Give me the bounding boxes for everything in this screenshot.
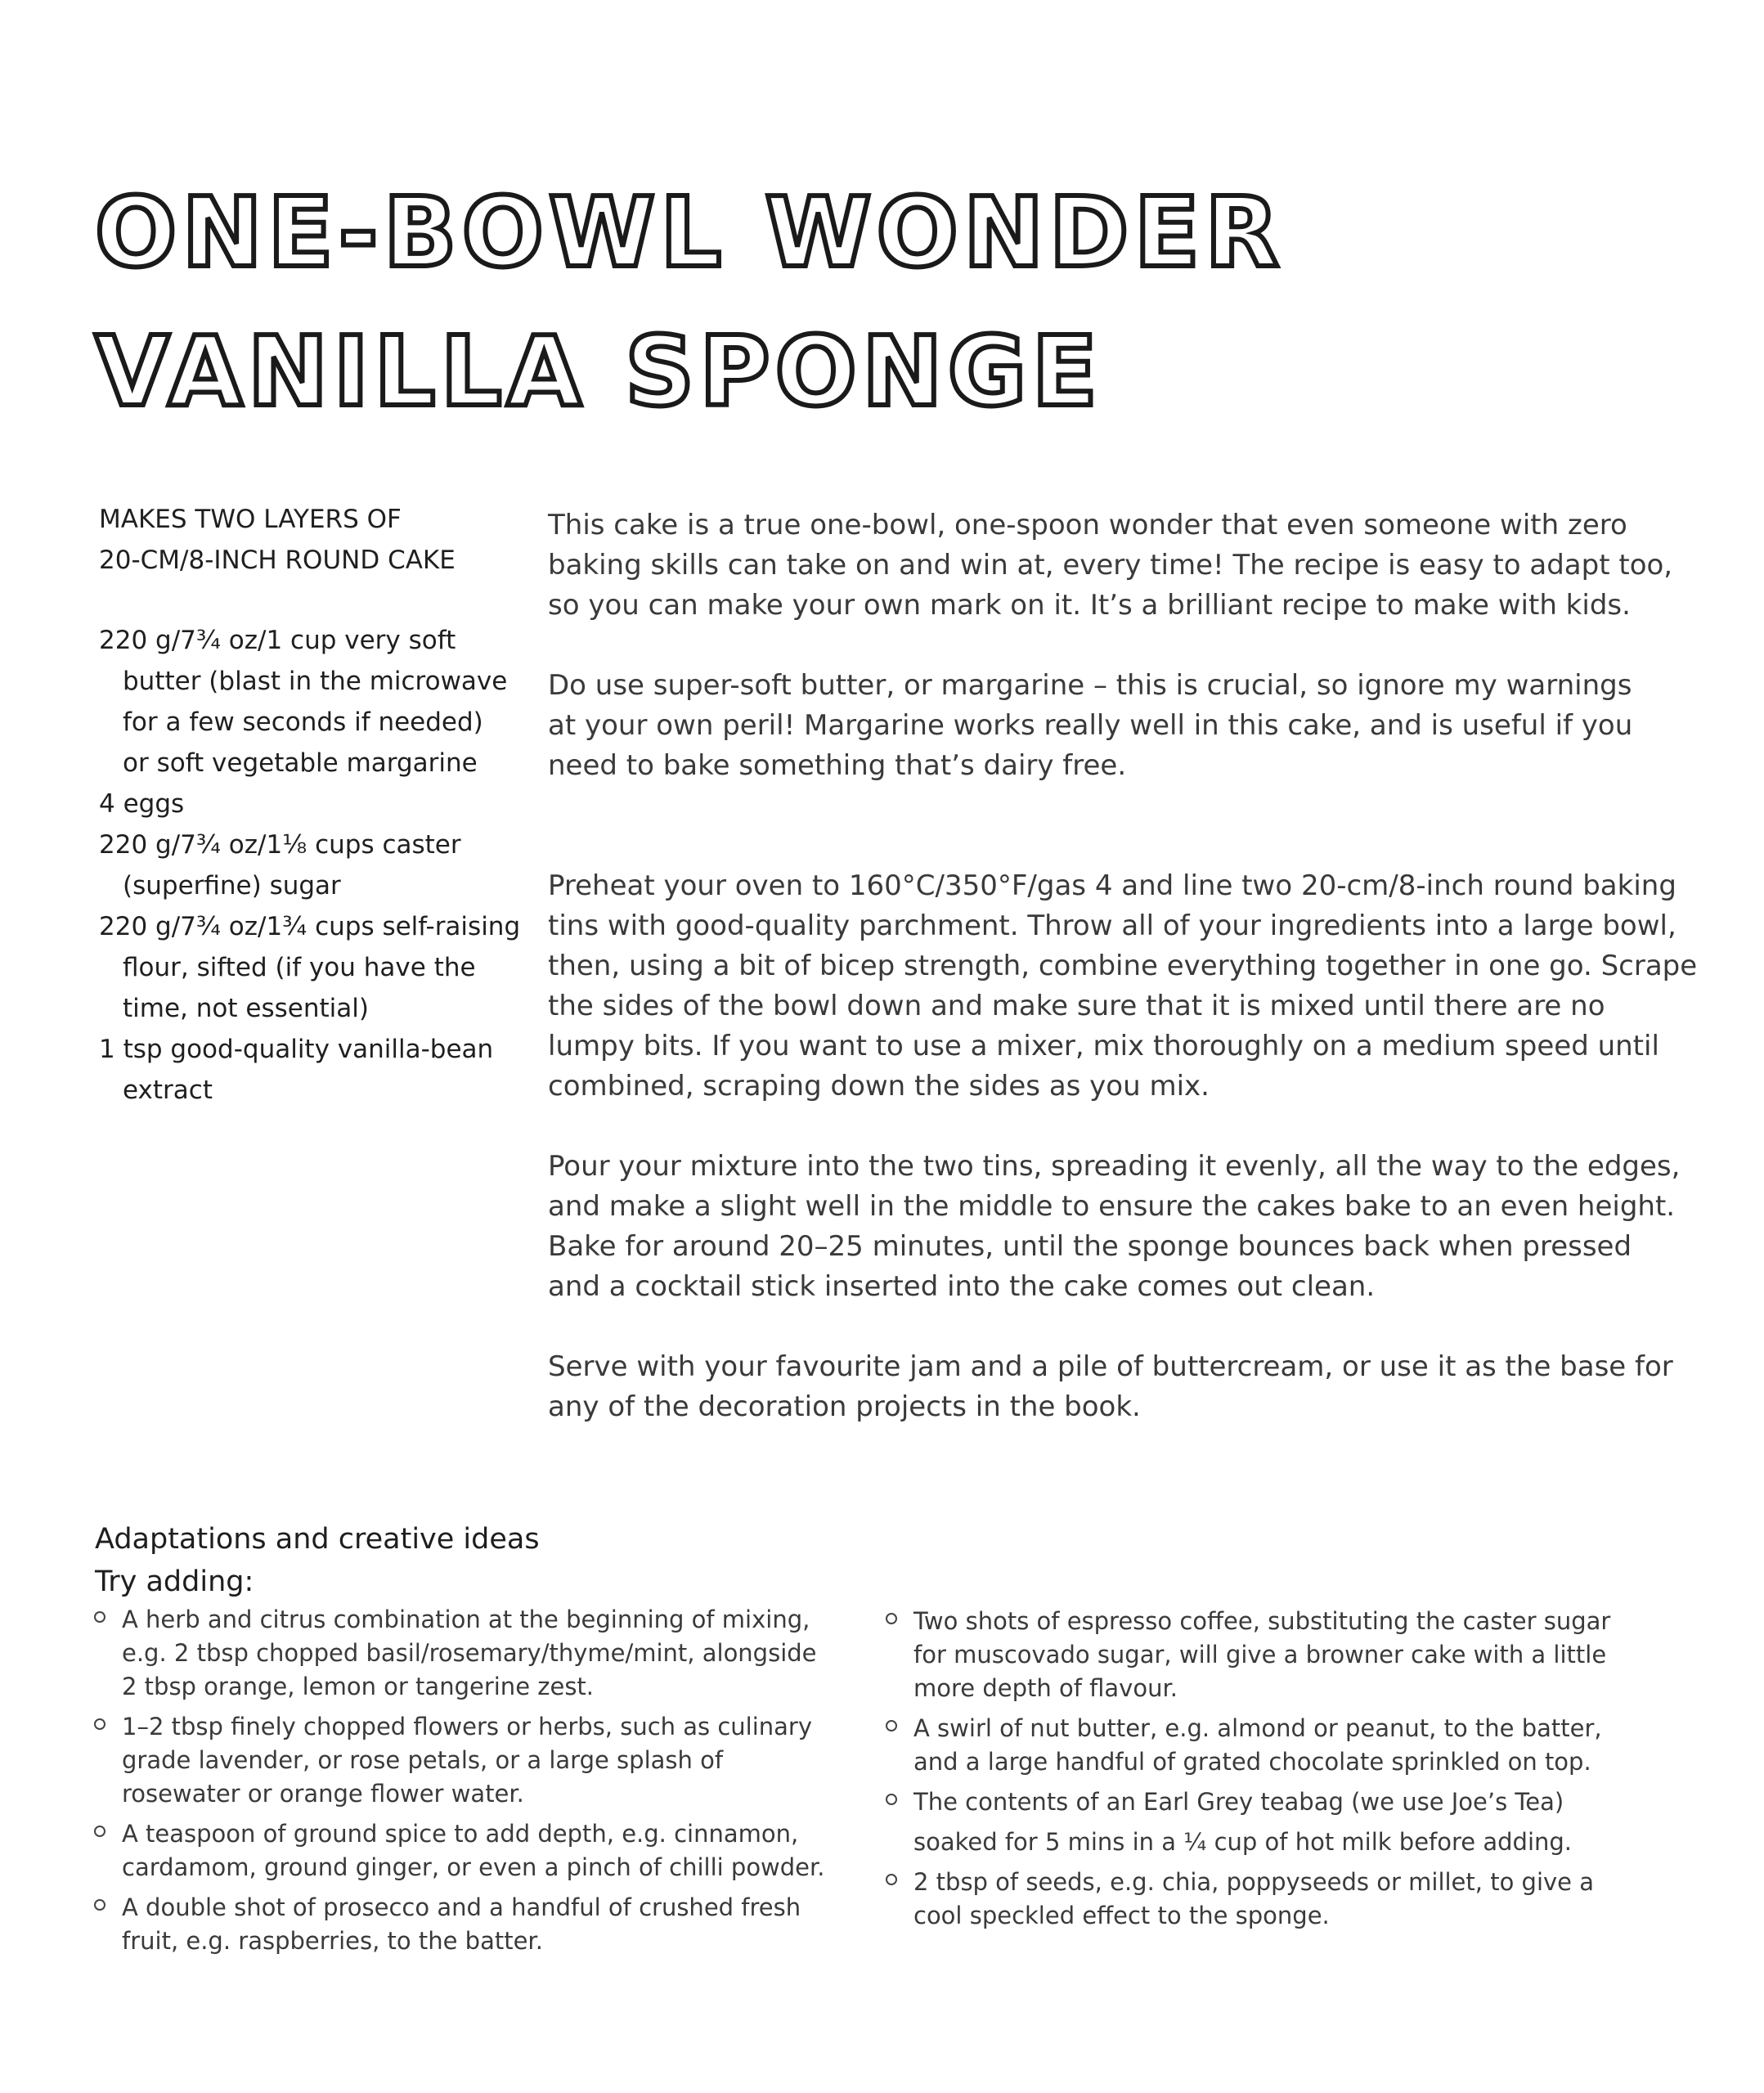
- text-line: at your own peril! Margarine works really well in this cake, and is useful if you: [548, 709, 1633, 742]
- ingredient-item: [99, 1029, 524, 1111]
- adaptations-title: Adaptations and creative ideas: [95, 1523, 540, 1556]
- idea-line: cardamom, ground ginger, or even a pinch of chilli powder.: [122, 1853, 825, 1881]
- text-line: Serve with your favourite jam and a pile of buttercream, or use it as the base for: [548, 1350, 1673, 1383]
- ingredient-line: or soft vegetable margarine: [123, 748, 478, 778]
- ingredient-list: [99, 620, 524, 1111]
- ingredient-item: [99, 620, 524, 784]
- idea-line: A double shot of prosecco and a handful of crushed fresh: [122, 1893, 801, 1921]
- intro-paragraph: [548, 505, 1673, 626]
- ingredient-line: 4 eggs: [99, 789, 185, 819]
- ideas-list-left: [94, 1603, 855, 1958]
- idea-item: [94, 1710, 855, 1811]
- circle-bullet-icon: [94, 1611, 105, 1623]
- ideas-list-right: [886, 1605, 1671, 1933]
- circle-bullet-icon: [886, 1874, 897, 1885]
- idea-item: [886, 1785, 1671, 1859]
- ingredient-item: [99, 784, 524, 824]
- circle-bullet-icon: [94, 1899, 105, 1911]
- ingredient-line: 220 g/7¾ oz/1 cup very soft: [99, 626, 456, 655]
- idea-item: [886, 1605, 1671, 1705]
- ingredient-line: butter (blast in the microwave: [123, 667, 508, 696]
- ingredient-line: (superfine) sugar: [123, 871, 341, 901]
- text-line: Bake for around 20–25 minutes, until the sponge bounces back when pressed: [548, 1230, 1632, 1263]
- text-line: Preheat your oven to 160°C/350°F/gas 4 and line two 20-cm/8-inch round baking: [548, 869, 1676, 902]
- idea-line: cool speckled effect to the sponge.: [913, 1902, 1330, 1929]
- idea-line: 2 tbsp orange, lemon or tangerine zest.: [122, 1673, 595, 1700]
- text-line: baking skills can take on and win at, every time! The recipe is easy to adapt too,: [548, 549, 1673, 582]
- idea-item: [94, 1817, 855, 1884]
- adaptations-subtitle: Try adding:: [95, 1565, 254, 1598]
- adaptations-heading: [95, 1518, 540, 1603]
- recipe-title-line-2: VANILLA SPONGE: [95, 315, 1103, 428]
- text-line: This cake is a true one-bowl, one-spoon wonder that even someone with zero: [548, 509, 1627, 541]
- circle-bullet-icon: [886, 1613, 897, 1624]
- idea-line: fruit, e.g. raspberries, to the batter.: [122, 1927, 543, 1955]
- idea-line: A teaspoon of ground spice to add depth, e.g. cinnamon,: [122, 1820, 799, 1848]
- ingredient-line: time, not essential): [123, 994, 369, 1023]
- text-line: and a cocktail stick inserted into the cake comes out clean.: [548, 1270, 1376, 1303]
- idea-item: [94, 1603, 855, 1704]
- circle-bullet-icon: [886, 1794, 897, 1805]
- ingredient-line: extract: [123, 1076, 213, 1105]
- idea-line: for muscovado sugar, will give a browner cake with a little: [913, 1641, 1607, 1669]
- idea-line: e.g. 2 tbsp chopped basil/rosemary/thyme/mint, alongside: [122, 1639, 817, 1667]
- text-line: then, using a bit of bicep strength, combine everything together in one go. Scrape: [548, 950, 1698, 982]
- recipe-yield: [99, 499, 524, 581]
- idea-line: rosewater or orange flower water.: [122, 1780, 524, 1808]
- idea-line: 2 tbsp of seeds, e.g. chia, poppyseeds or millet, to give a: [913, 1868, 1594, 1896]
- idea-line: A herb and citrus combination at the beginning of mixing,: [122, 1606, 810, 1633]
- ingredient-line: 1 tsp good-quality vanilla-bean: [99, 1035, 494, 1064]
- method-text: [548, 505, 1698, 1427]
- circle-bullet-icon: [94, 1718, 105, 1730]
- circle-bullet-icon: [94, 1826, 105, 1837]
- idea-item: [886, 1866, 1671, 1933]
- text-line: any of the decoration projects in the book.: [548, 1390, 1141, 1423]
- text-line: lumpy bits. If you want to use a mixer, mix thoroughly on a medium speed until: [548, 1030, 1659, 1062]
- ingredient-item: [99, 906, 524, 1029]
- recipe-title-line-1: ONE-BOWL WONDER: [95, 176, 1284, 289]
- idea-line: grade lavender, or rose petals, or a large splash of: [122, 1746, 724, 1774]
- idea-line: The contents of an Earl Grey teabag (we use Joe’s Tea): [913, 1788, 1564, 1816]
- yield-line: 20-CM/8-INCH ROUND CAKE: [99, 546, 456, 575]
- text-line: Pour your mixture into the two tins, spreading it evenly, all the way to the edges,: [548, 1150, 1681, 1183]
- ingredient-line: flour, sifted (if you have the: [123, 953, 476, 982]
- idea-line: Two shots of espresso coffee, substituting the caster sugar: [913, 1607, 1611, 1635]
- idea-item: [94, 1891, 855, 1958]
- text-line: the sides of the bowl down and make sure that it is mixed until there are no: [548, 990, 1605, 1022]
- butter-note-paragraph: [548, 666, 1644, 786]
- idea-item: [886, 1712, 1671, 1779]
- ingredient-line: 220 g/7¾ oz/1⅛ cups caster: [99, 830, 461, 860]
- method-paragraph: [548, 866, 1698, 1107]
- ingredient-line: for a few seconds if needed): [123, 707, 483, 737]
- text-line: and make a slight well in the middle to ensure the cakes bake to an even height.: [548, 1190, 1676, 1223]
- yield-line: MAKES TWO LAYERS OF: [99, 505, 402, 534]
- idea-line: soaked for 5 mins in a ¼ cup of hot milk before adding.: [913, 1828, 1573, 1856]
- serving-paragraph: [548, 1347, 1673, 1427]
- idea-line: A swirl of nut butter, e.g. almond or peanut, to the batter,: [913, 1714, 1602, 1742]
- text-line: combined, scraping down the sides as you mix.: [548, 1070, 1210, 1103]
- idea-line: and a large handful of grated chocolate sprinkled on top.: [913, 1748, 1591, 1776]
- idea-line: 1–2 tbsp finely chopped flowers or herbs, such as culinary: [122, 1713, 813, 1740]
- text-line: tins with good-quality parchment. Throw all of your ingredients into a large bowl,: [548, 910, 1676, 942]
- text-line: so you can make your own mark on it. It’s a brilliant recipe to make with kids.: [548, 589, 1631, 622]
- text-line: Do use super-soft butter, or margarine – this is crucial, so ignore my warnings: [548, 669, 1632, 702]
- idea-line: more depth of flavour.: [913, 1674, 1178, 1702]
- text-line: need to bake something that’s dairy free.: [548, 749, 1127, 782]
- ingredient-line: 220 g/7¾ oz/1¾ cups self-raising: [99, 912, 521, 941]
- ingredient-item: [99, 824, 524, 906]
- baking-paragraph: [548, 1147, 1681, 1307]
- circle-bullet-icon: [886, 1720, 897, 1731]
